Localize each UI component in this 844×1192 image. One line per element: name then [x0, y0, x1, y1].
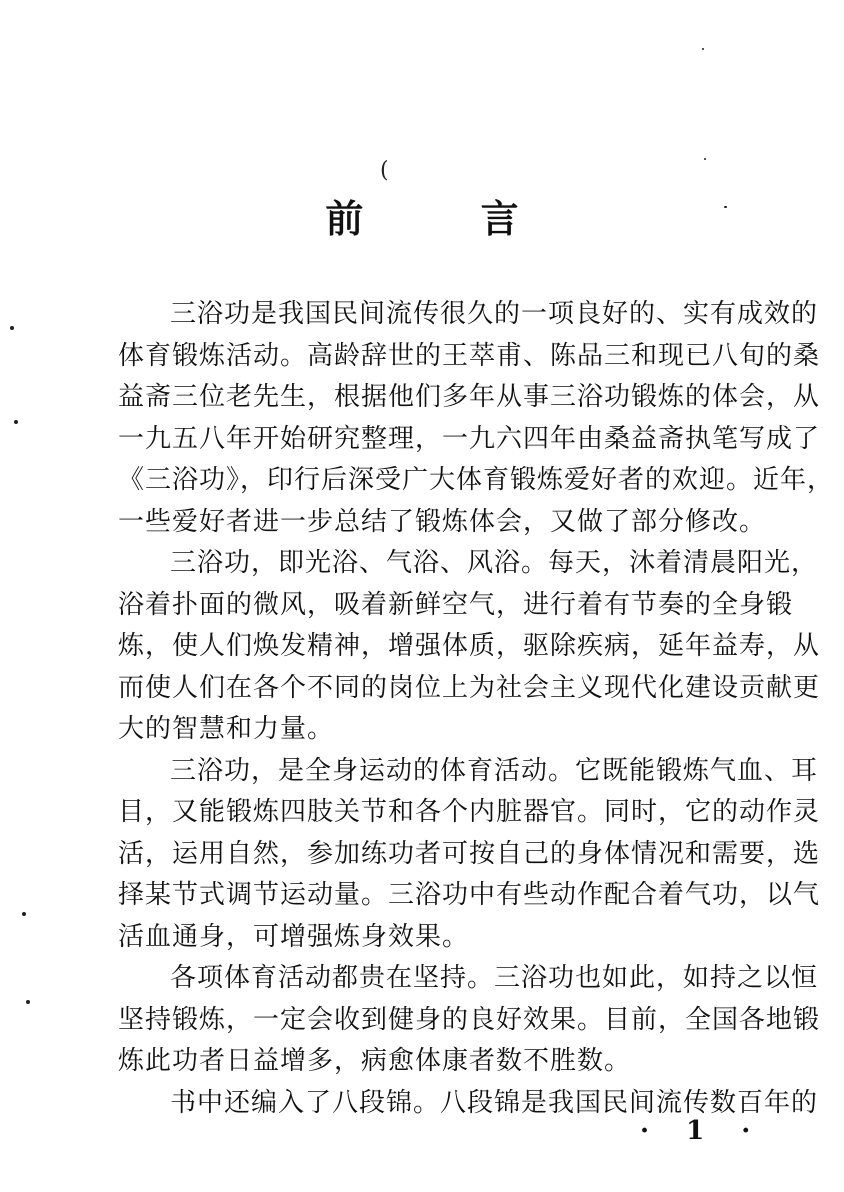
scan-speck — [704, 158, 706, 160]
page-title: 前 言 — [325, 196, 571, 241]
text-line: 择某节式调节运动量。三浴功中有些动作配合着气功，以气 — [118, 880, 821, 910]
text-line: 而使人们在各个不同的岗位上为社会主义现代化建设贡献更 — [118, 672, 821, 703]
scan-speck — [724, 206, 727, 208]
text-line: 益斋三位老先生，根据他们多年从事三浴功锻炼的体会，从 — [118, 382, 821, 412]
text-line: 一些爱好者进一步总结了锻炼体会，又做了部分修改。 — [118, 506, 767, 537]
text-line: 三浴功是我国民间流传很久的一项良好的、实有成效的 — [170, 299, 819, 329]
page-number: · 1 · — [640, 1116, 765, 1146]
text-line: 坚持锻炼，一定会收到健身的良好效果。目前，全国各地锻 — [118, 1004, 821, 1035]
text-line: 炼，使人们焕发精神，增强体质，驱除疾病，延年益寿，从 — [118, 631, 821, 661]
text-line: 三浴功，是全身运动的体育活动。它既能锻炼气血、耳 — [170, 755, 819, 786]
text-line: 三浴功，即光浴、气浴、风浴。每天，沐着清晨阳光， — [170, 548, 819, 578]
scan-speck — [22, 912, 26, 916]
text-line: 各项体育活动都贵在坚持。三浴功也如此，如持之以恒 — [170, 963, 819, 993]
text-line: 书中还编入了八段锦。八段锦是我国民间流传数百年的 — [170, 1087, 819, 1118]
text-line: 活，运用自然，参加练功者可按自己的身体情况和需要，选 — [118, 838, 821, 869]
text-line: 炼此功者日益增多，病愈体康者数不胜数。 — [118, 1046, 632, 1076]
stray-bracket-mark: ( — [380, 158, 389, 183]
text-line: 浴着扑面的微风，吸着新鲜空气，进行着有节奏的全身锻 — [118, 589, 794, 620]
preface-body — [118, 294, 835, 1124]
scan-speck — [10, 326, 14, 330]
text-line: 大的智慧和力量。 — [118, 714, 335, 744]
scan-speck — [14, 420, 18, 424]
scan-speck — [702, 48, 704, 50]
text-line: 体育锻炼活动。高龄辞世的王萃甫、陈品三和现已八旬的桑 — [118, 340, 821, 371]
text-line: 活血通身，可增强炼身效果。 — [118, 921, 470, 952]
text-line: 一九五八年开始研究整理，一九六四年由桑益斋执笔写成了 — [118, 423, 821, 454]
text-line: 目，又能锻炼四肢关节和各个内脏器官。同时，它的动作灵 — [118, 797, 821, 827]
scan-speck — [26, 1000, 30, 1004]
text-line: 《三浴功》，印行后深受广大体育锻炼爱好者的欢迎。近年， — [118, 465, 835, 495]
